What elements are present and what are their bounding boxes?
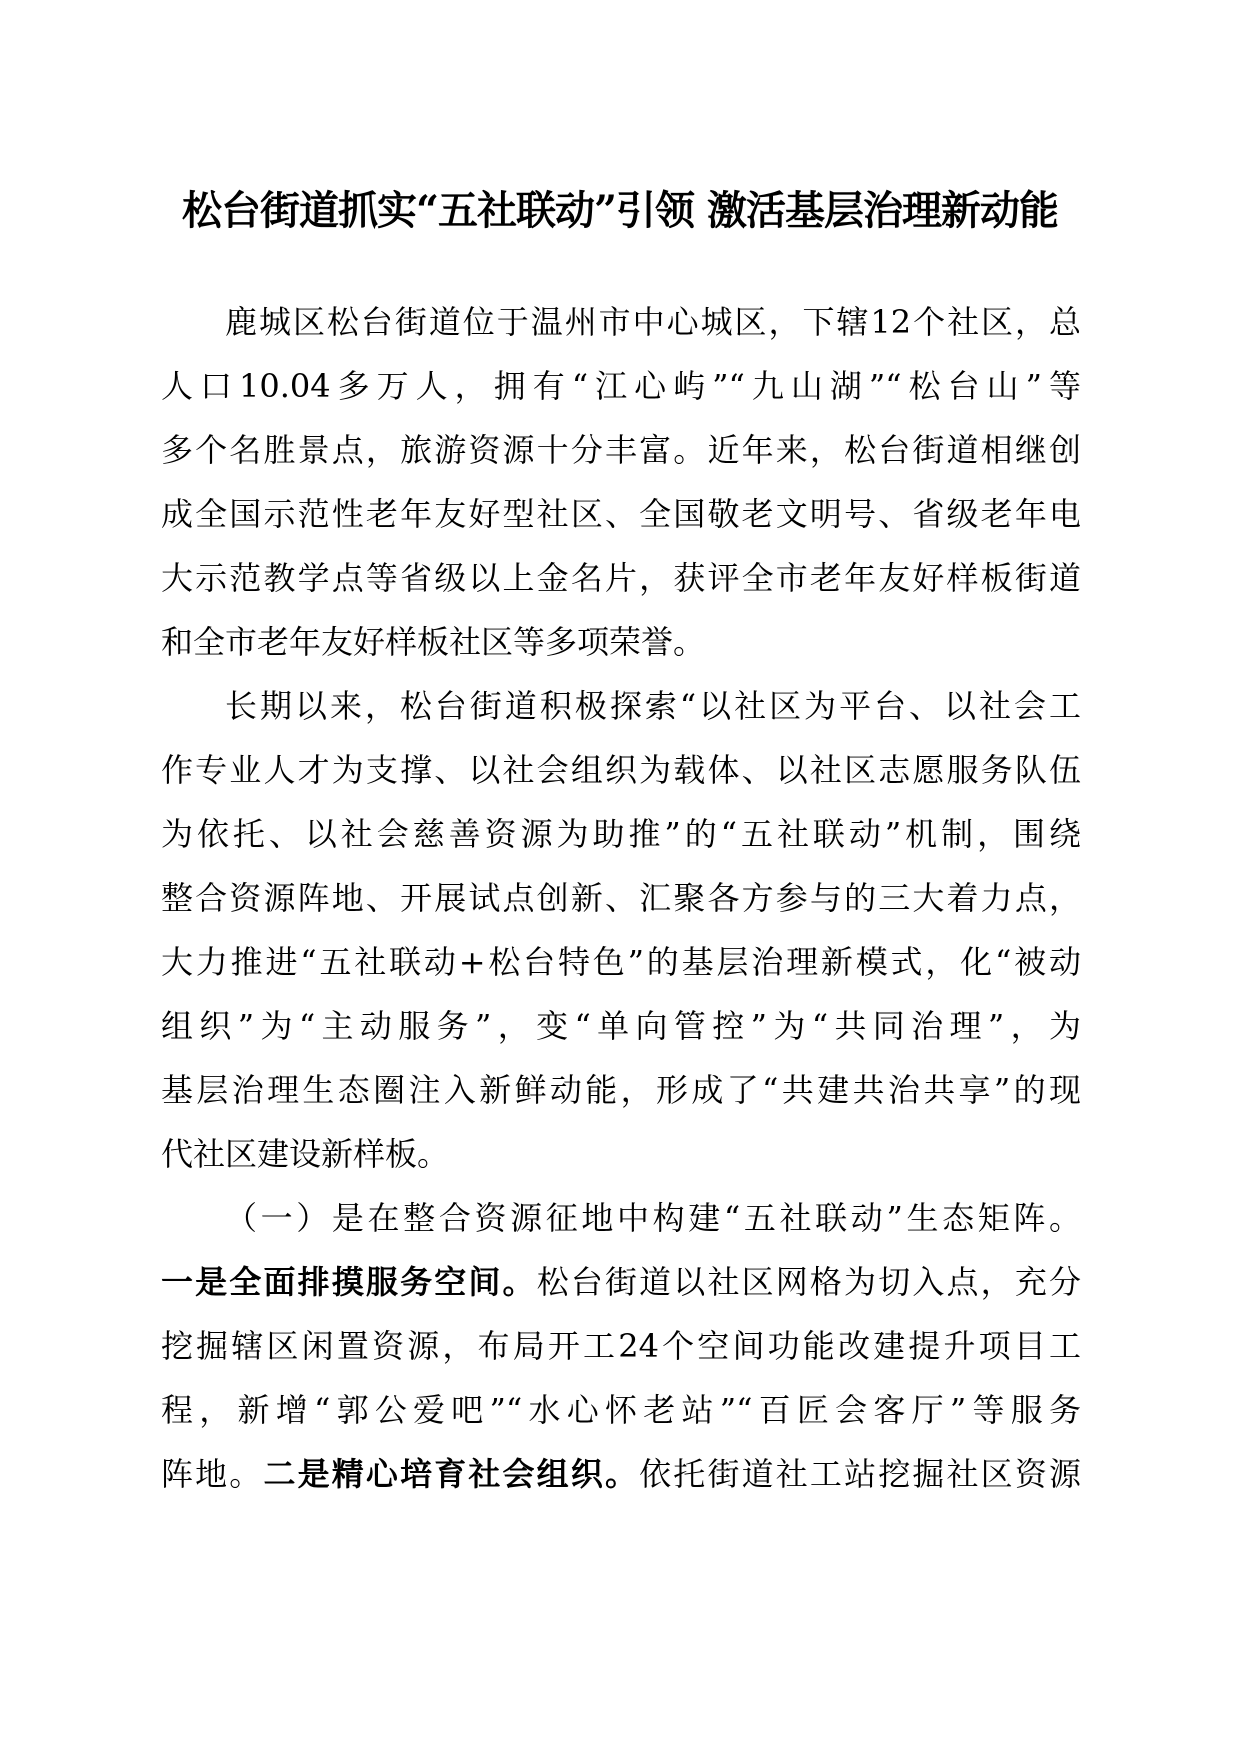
section-1-line: 程，新增“郭公爱吧”“水心怀老站”“百匠会客厅”等服务 xyxy=(161,1391,1081,1429)
paragraph-2-line: 大力推进“五社联动+松台特色”的基层治理新模式，化“被动 xyxy=(161,943,1081,981)
paragraph-2-line: 整合资源阵地、开展试点创新、汇聚各方参与的三大着力点， xyxy=(161,879,1081,917)
section-1-point-2-line xyxy=(161,1442,1081,1506)
paragraph-1-line: 大示范教学点等省级以上金名片，获评全市老年友好样板街道 xyxy=(161,559,1081,597)
paragraph-1-line: 和全市老年友好样板社区等多项荣誉。 xyxy=(161,623,706,661)
point-2-text: 依托街道社工站挖掘社区资源 xyxy=(639,1455,1081,1493)
paragraph-2-line: 组织”为“主动服务”，变“单向管控”为“共同治理”，为 xyxy=(161,1007,1081,1045)
paragraph-1-line: 鹿城区松台街道位于温州市中心城区，下辖12个社区，总 xyxy=(225,303,1081,341)
paragraph-2-line: 基层治理生态圈注入新鲜动能，形成了“共建共治共享”的现 xyxy=(161,1071,1081,1109)
section-1-point-1-line xyxy=(161,1250,1081,1314)
point-1-title: 一是全面排摸服务空间。 xyxy=(161,1263,537,1301)
paragraph-2-line: 为依托、以社会慈善资源为助推”的“五社联动”机制，围绕 xyxy=(161,815,1081,853)
paragraph-1-line: 人口10.04多万人，拥有“江心屿”“九山湖”“松台山”等 xyxy=(161,367,1081,405)
paragraph-1-line: 多个名胜景点，旅游资源十分丰富。近年来，松台街道相继创 xyxy=(161,431,1081,469)
paragraph-2-line: 代社区建设新样板。 xyxy=(161,1135,450,1173)
paragraph-1-line: 成全国示范性老年友好型社区、全国敬老文明号、省级老年电 xyxy=(161,495,1081,533)
point-1-end: 阵地。 xyxy=(161,1455,264,1493)
point-1-text: 松台街道以社区网格为切入点，充分 xyxy=(536,1263,1081,1301)
point-2-title: 二是精心培育社会组织。 xyxy=(263,1455,640,1493)
section-1-line: 挖掘辖区闲置资源，布局开工24个空间功能改建提升项目工 xyxy=(161,1327,1081,1365)
page-title: 松台街道抓实“五社联动”引领 激活基层治理新动能 xyxy=(182,187,1058,234)
document-body xyxy=(161,290,1081,1506)
paragraph-2-line: 长期以来，松台街道积极探索“以社区为平台、以社会工 xyxy=(225,687,1081,725)
paragraph-2-line: 作专业人才为支撑、以社会组织为载体、以社区志愿服务队伍 xyxy=(161,751,1081,789)
section-1-heading: （一）是在整合资源征地中构建“五社联动”生态矩阵。 xyxy=(225,1199,1081,1237)
